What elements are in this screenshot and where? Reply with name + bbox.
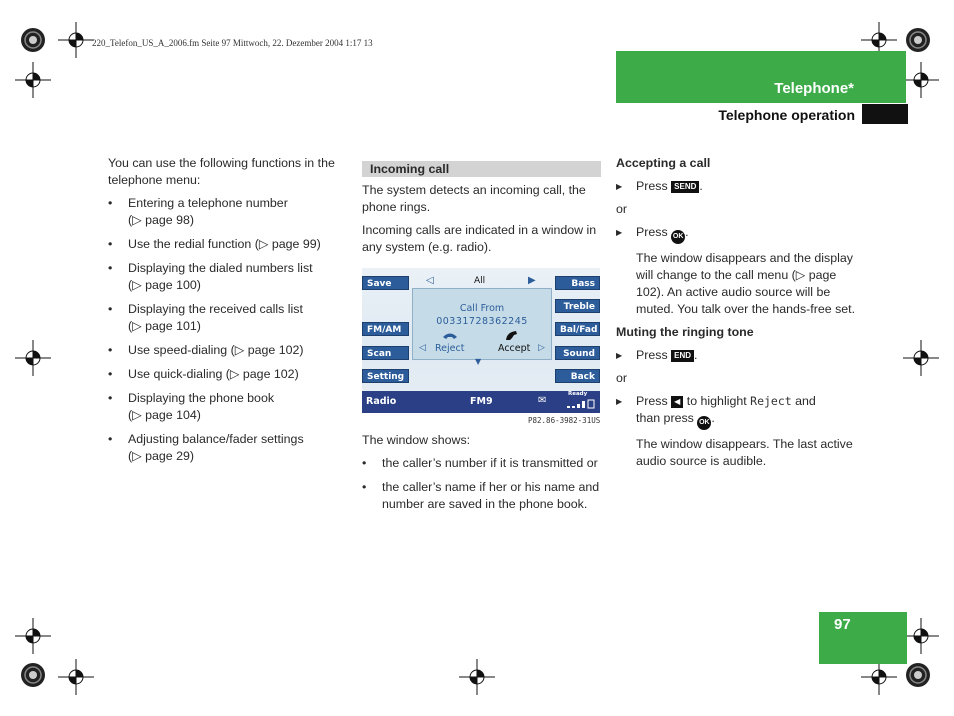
status-ready: Ready bbox=[568, 391, 588, 397]
step-item: ▶ Press ◀ to highlight Reject and than press OK . bbox=[616, 393, 860, 430]
list-item: • Use the redial function (▷ page 99) bbox=[108, 236, 348, 253]
reject-phone-icon bbox=[442, 331, 458, 341]
call-popup bbox=[412, 288, 552, 360]
list-item: • the caller’s name if her or his name and number are saved in the phone book. bbox=[362, 479, 601, 513]
page-ref: (▷ page 98) bbox=[128, 213, 195, 227]
screen-button-fmam: FM/AM bbox=[362, 322, 409, 336]
incoming-call-p2: Incoming calls are indicated in a window in any system (e.g. radio). bbox=[362, 223, 597, 254]
list-item: • Displaying the phone book (▷ page 104) bbox=[108, 390, 348, 424]
right-arrow-icon: ▶ bbox=[528, 275, 536, 286]
page-ref: (▷ page 100) bbox=[128, 278, 201, 292]
reject-softkey-text: Reject bbox=[750, 394, 792, 408]
accept-note: The window disappears and the display will change to the call menu (▷ page 102). An active audio source will be muted. You talk over the hands-free set. bbox=[636, 251, 856, 316]
list-item: • Adjusting balance/fader settings (▷ page 29) bbox=[108, 431, 348, 465]
list-item: • Use speed-dialing (▷ page 102) bbox=[108, 342, 348, 359]
ok-key-icon: OK bbox=[671, 230, 685, 244]
registration-crosshair-icon bbox=[459, 659, 495, 695]
down-arrow-icon: ▼ bbox=[475, 357, 482, 366]
end-key-icon: END bbox=[671, 350, 694, 362]
registration-crosshair-icon bbox=[903, 62, 939, 98]
screen-button-scan: Scan bbox=[362, 346, 409, 360]
subsection-title: Telephone operation bbox=[718, 107, 855, 123]
screen-button-balfad: Bal/Fad bbox=[555, 322, 600, 336]
print-file-meta: 220_Telefon_US_A_2006.fm Seite 97 Mittwoch, 22. Dezember 2004 1:17 13 bbox=[92, 38, 373, 48]
color-rosette-icon bbox=[905, 662, 931, 688]
screen-button-treble: Treble bbox=[555, 299, 600, 313]
send-key-icon: SEND bbox=[671, 181, 699, 193]
page-ref: (▷ page 101) bbox=[128, 319, 201, 333]
step-item: ▶ Press END . bbox=[616, 347, 860, 364]
incoming-call-screen bbox=[362, 268, 600, 413]
registration-crosshair-icon bbox=[861, 659, 897, 695]
accept-label: Accept bbox=[498, 343, 531, 354]
step-item: ▶ Press SEND . bbox=[616, 178, 860, 195]
screen-status-bar bbox=[362, 391, 600, 413]
envelope-icon: ✉ bbox=[538, 395, 547, 406]
accept-arrow-icon: ▷ bbox=[538, 343, 545, 353]
screen-button-sound: Sound bbox=[555, 346, 600, 360]
column-accepting bbox=[616, 155, 860, 476]
screen-button-back: Back bbox=[555, 369, 600, 383]
list-item: • Displaying the dialed numbers list (▷ page 100) bbox=[108, 260, 348, 294]
registration-crosshair-icon bbox=[15, 62, 51, 98]
status-source: Radio bbox=[366, 396, 397, 407]
column-window-shows bbox=[362, 432, 601, 520]
incoming-call-p1: The system detects an incoming call, the phone rings. bbox=[362, 183, 586, 214]
color-rosette-icon bbox=[905, 27, 931, 53]
window-shows-list bbox=[362, 455, 601, 513]
color-rosette-icon bbox=[20, 27, 46, 53]
list-item: • the caller’s number if it is transmitted or bbox=[362, 455, 601, 472]
status-station: FM9 bbox=[470, 396, 493, 407]
screen-button-setting: Setting bbox=[362, 369, 409, 383]
muting-heading: Muting the ringing tone bbox=[616, 325, 754, 339]
call-from-label: Call From bbox=[459, 303, 505, 314]
or-text: or bbox=[616, 202, 628, 216]
ok-key-icon: OK bbox=[697, 416, 711, 430]
registration-crosshair-icon bbox=[903, 618, 939, 654]
left-key-icon: ◀ bbox=[671, 396, 683, 408]
color-rosette-icon bbox=[20, 662, 46, 688]
accept-phone-icon bbox=[504, 330, 520, 342]
registration-crosshair-icon bbox=[15, 618, 51, 654]
page-number: 97 bbox=[834, 616, 851, 633]
signal-strength-icon bbox=[567, 399, 595, 409]
window-shows-text: The window shows: bbox=[362, 433, 471, 447]
accept-steps-alt bbox=[616, 224, 860, 244]
registration-crosshair-icon bbox=[903, 340, 939, 376]
intro-text: You can use the following functions in the telephone menu: bbox=[108, 156, 335, 187]
caller-number: 00331728362245 bbox=[436, 316, 528, 327]
step-item: ▶ Press OK . bbox=[616, 224, 860, 244]
reject-arrow-icon: ◁ bbox=[419, 343, 426, 353]
figure-code: P82.86-3982-31US bbox=[528, 416, 601, 425]
section-title-band bbox=[616, 51, 906, 103]
or-text: or bbox=[616, 371, 628, 385]
screen-button-save: Save bbox=[362, 276, 409, 290]
page-number-band bbox=[819, 612, 907, 664]
mute-steps-alt bbox=[616, 393, 860, 430]
section-title: Telephone* bbox=[774, 80, 854, 97]
screen-button-bass: Bass bbox=[555, 276, 600, 290]
left-arrow-icon: ◁ bbox=[426, 275, 434, 286]
registration-crosshair-icon bbox=[58, 659, 94, 695]
functions-list bbox=[108, 195, 348, 465]
thumb-tab bbox=[862, 104, 908, 124]
mute-note: The window disappears. The last active audio source is audible. bbox=[636, 437, 853, 468]
column-functions bbox=[108, 155, 348, 472]
screen-top-label: All bbox=[474, 276, 486, 286]
page-ref: (▷ page 104) bbox=[128, 408, 201, 422]
page-ref: (▷ page 29) bbox=[128, 449, 195, 463]
list-item: • Entering a telephone number (▷ page 98) bbox=[108, 195, 348, 229]
registration-crosshair-icon bbox=[58, 22, 94, 58]
accept-steps bbox=[616, 178, 860, 195]
list-item: • Displaying the received calls list (▷ page 101) bbox=[108, 301, 348, 335]
column-incoming-call bbox=[362, 161, 601, 262]
accepting-heading: Accepting a call bbox=[616, 156, 711, 170]
mute-steps bbox=[616, 347, 860, 364]
incoming-call-heading: Incoming call bbox=[362, 161, 601, 177]
list-item: • Use quick-dialing (▷ page 102) bbox=[108, 366, 348, 383]
reject-label: Reject bbox=[435, 343, 465, 354]
registration-crosshair-icon bbox=[15, 340, 51, 376]
